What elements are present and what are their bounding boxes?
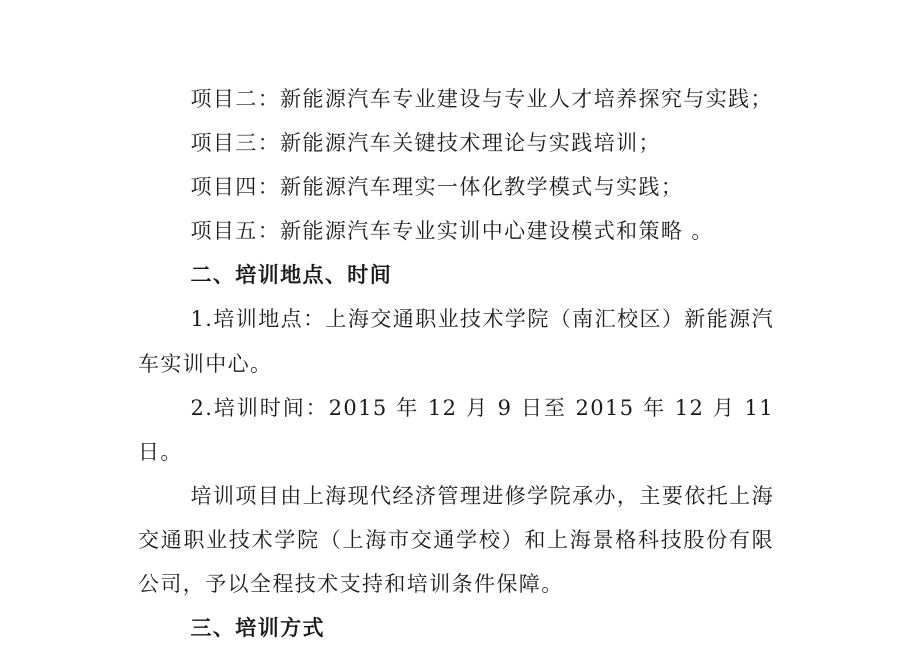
paragraph-project-2: 项目二：新能源汽车专业建设与专业人才培养探究与实践； (190, 87, 773, 111)
document-body (138, 77, 774, 650)
paragraph-project-5: 项目五：新能源汽车专业实训中心建设模式和策略 。 (190, 219, 714, 244)
paragraph-project-3: 项目三：新能源汽车关键技术理论与实践培训； (190, 131, 661, 156)
paragraph-project-4: 项目四：新能源汽车理实一体化教学模式与实践； (190, 175, 684, 200)
paragraph-training-location: 1.培训地点：上海交通职业技术学院（南汇校区）新能源汽车实训中心。 (138, 307, 774, 376)
section-heading-training-method: 三、培训方式 (190, 616, 325, 641)
paragraph-organizer: 培训项目由上海现代经济管理进修学院承办，主要依托上海交通职业技术学院（上海市交通学校）和上海景格科技股份有限公司，予以全程技术支持和培训条件保障。 (138, 483, 774, 597)
paragraph-training-time: 2.培训时间：2015 年 12 月 9 日至 2015 年 12 月 11 日。 (138, 395, 774, 464)
section-heading-location-time: 二、培训地点、时间 (190, 263, 393, 288)
